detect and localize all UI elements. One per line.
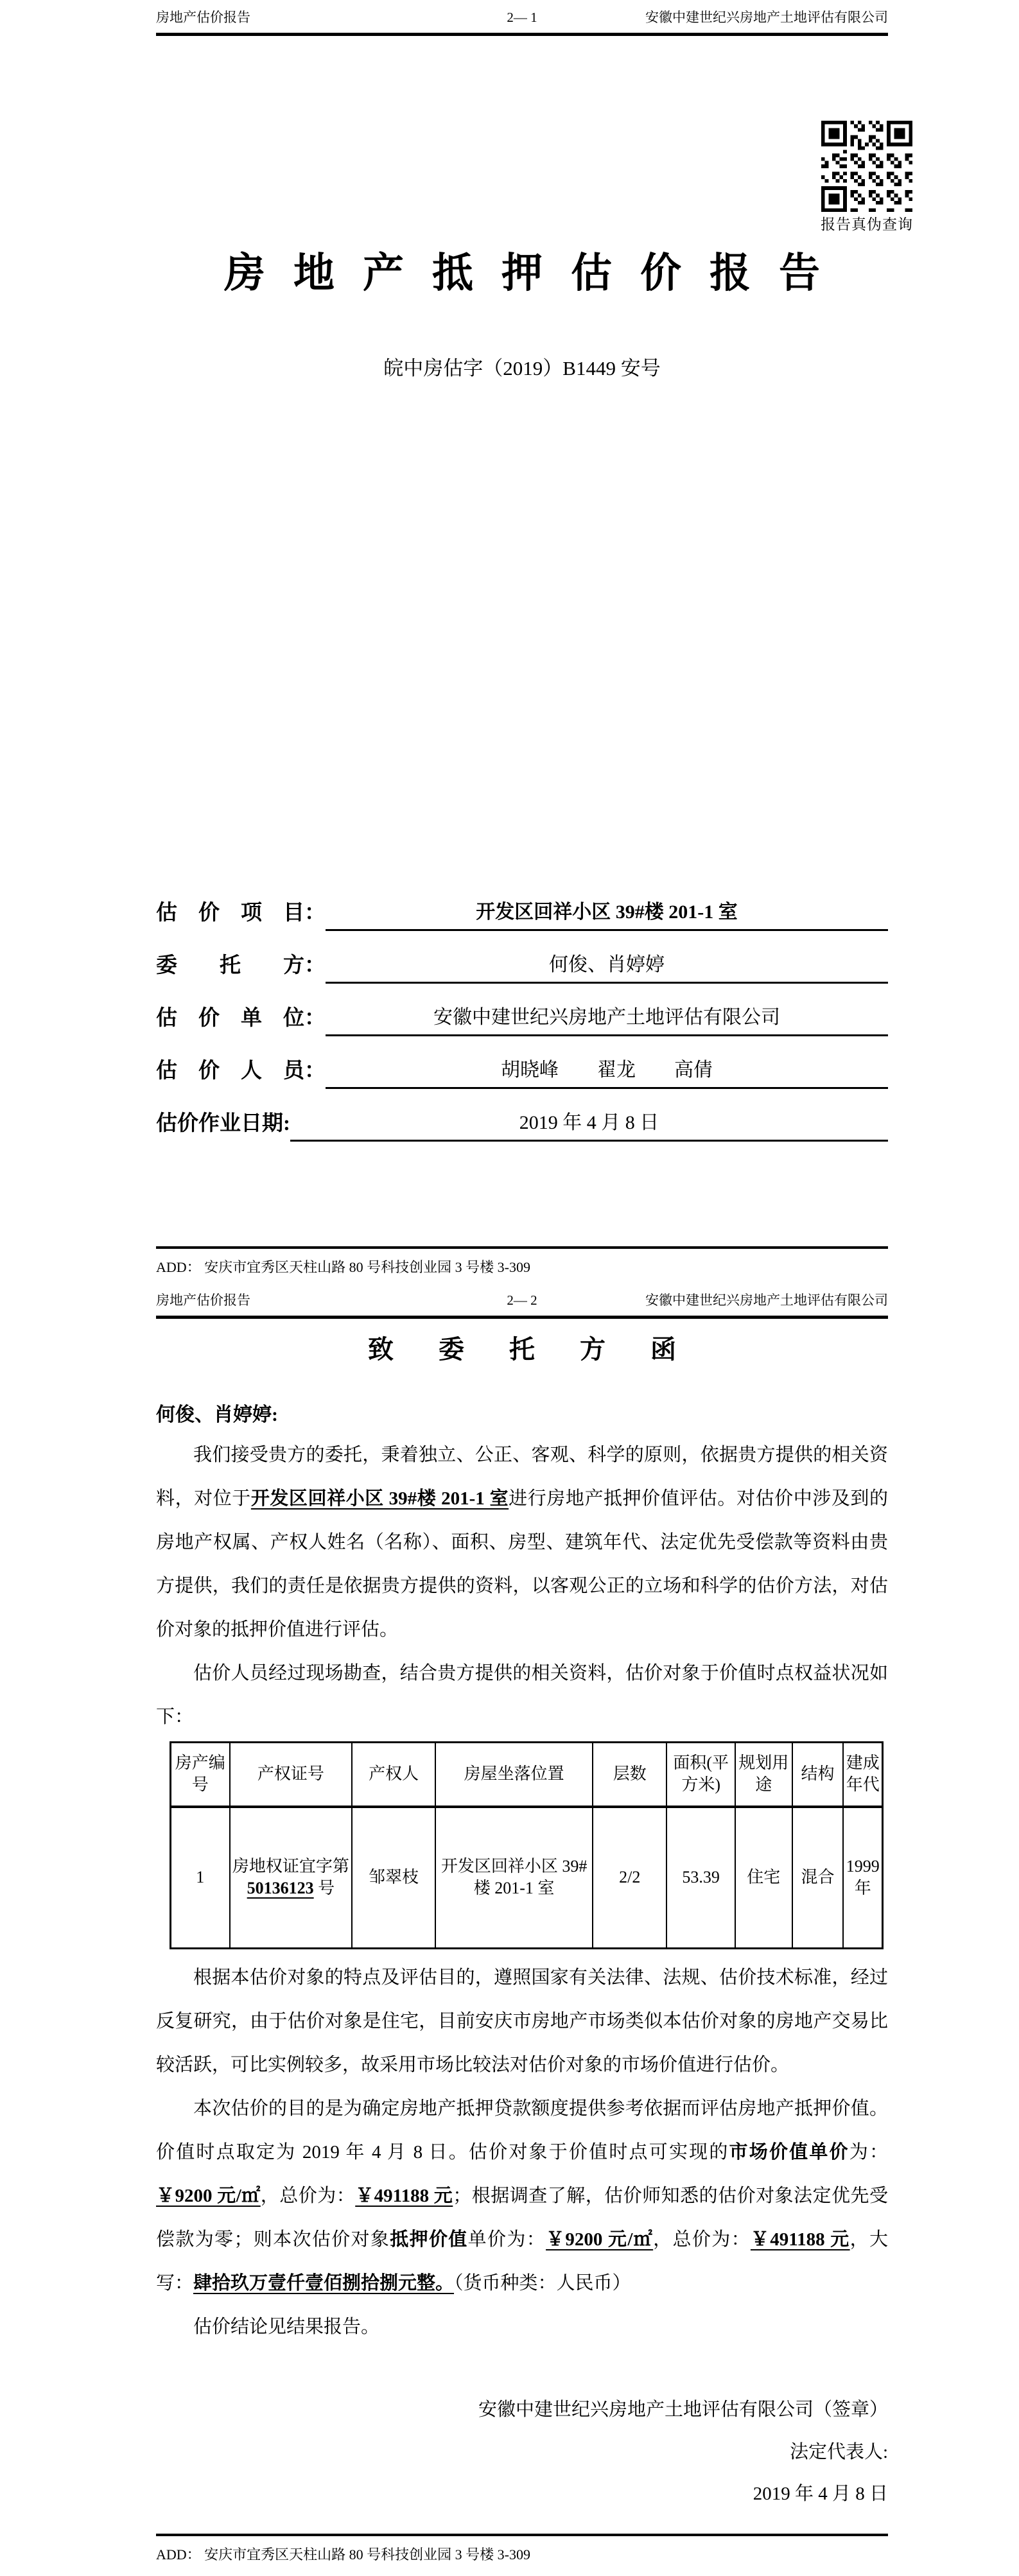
field-row-appraisal-firm xyxy=(156,984,888,1036)
col-header-location: 房屋坐落位置 xyxy=(435,1743,593,1807)
paragraph-conclusion: 估价结论见结果报告。 xyxy=(193,2317,380,2337)
paragraph-commission: 我们接受贵方的委托，秉着独立、公正、客观、科学的原则，依据贵方提供的相关资料，对位于开发区回祥小区 39#楼 201-1 室进行房地产抵押价值评估。对估价中涉及到的房地产权属、产权人姓名（名称）、面积、房型、建筑年代、法定优先受偿款等资料由贵方提供，我们的责任是依据贵方提供的资料，以客观公正的立场和科学的估价方法，对估价对象的抵押价值进行评估。 xyxy=(156,1445,888,1640)
table-row xyxy=(171,1807,883,1949)
cell-structure: 混合 xyxy=(792,1807,844,1949)
col-header-structure: 结构 xyxy=(792,1743,844,1807)
letter-title: 致 委 托 方 函 xyxy=(368,1335,695,1364)
signature-company: 安徽中建世纪兴房地产土地评估有限公司（签章） xyxy=(478,2399,888,2420)
col-header-year-built: 建成年代 xyxy=(843,1743,882,1807)
cell-owner: 邹翠枝 xyxy=(352,1807,435,1949)
signature-date: 2019 年 4 月 8 日 xyxy=(753,2484,888,2504)
field-value: 开发区回祥小区 39#楼 201-1 室 xyxy=(326,896,888,931)
report-number: 皖中房估字（2019）B1449 安号 xyxy=(383,357,661,379)
cover-fields xyxy=(156,878,888,1142)
field-value: 何俊、肖婷婷 xyxy=(326,948,888,984)
letter-body-top xyxy=(156,1433,888,1739)
col-header-cert-no: 产权证号 xyxy=(230,1743,353,1807)
qr-code xyxy=(821,121,912,212)
qr-block xyxy=(814,121,919,233)
field-value: 2019 年 4 月 8 日 xyxy=(290,1106,888,1142)
running-header-company: 安徽中建世纪兴房地产土地评估有限公司 xyxy=(645,10,888,25)
cell-year-built: 1999 年 xyxy=(843,1807,882,1949)
field-value: 安徽中建世纪兴房地产土地评估有限公司 xyxy=(326,1001,888,1036)
running-header-page-no: 2— 2 xyxy=(507,1292,537,1308)
paragraph-survey: 估价人员经过现场勘查，结合贵方提供的相关资料，估价对象于价值时点权益状况如下： xyxy=(156,1663,888,1727)
col-header-owner: 产权人 xyxy=(352,1743,435,1807)
page2-running-header xyxy=(156,1291,888,1319)
col-header-property-no: 房产编号 xyxy=(171,1743,230,1807)
field-row-appraisers xyxy=(156,1036,888,1089)
field-label: 估 价 人 员： xyxy=(156,1059,326,1083)
field-label: 估价作业日期: xyxy=(156,1112,290,1135)
cell-property-no: 1 xyxy=(171,1807,230,1949)
col-header-floors: 层数 xyxy=(593,1743,666,1807)
cell-cert-no: 房地权证宜字第 50136123 号 xyxy=(230,1807,353,1949)
field-value: 胡晓峰 翟龙 高倩 xyxy=(326,1054,888,1089)
letter-salutation: 何俊、肖婷婷: xyxy=(156,1404,278,1425)
cell-location: 开发区回祥小区 39#楼 201-1 室 xyxy=(435,1807,593,1949)
letter-body-bottom xyxy=(156,1956,888,2349)
field-row-client xyxy=(156,931,888,984)
paragraph-method: 根据本估价对象的特点及评估目的，遵照国家有关法律、法规、估价技术标准，经过反复研究，由于估价对象是住宅，目前安庆市房地产市场类似本估价对象的房地产交易比较活跃，可比实例较多，故采用市场比较法对估价对象的市场价值进行估价。 xyxy=(156,1967,888,2075)
page1-footer-address: ADD： 安庆市宜秀区天柱山路 80 号科技创业园 3 号楼 3-309 xyxy=(156,1246,888,1277)
running-header-title: 房地产估价报告 xyxy=(156,1292,250,1308)
running-header-title: 房地产估价报告 xyxy=(156,10,250,25)
qr-caption: 报告真伪查询 xyxy=(821,216,913,232)
field-label: 委 托 方： xyxy=(156,954,326,977)
cell-area: 53.39 xyxy=(666,1807,735,1949)
col-header-area: 面积(平方米) xyxy=(666,1743,735,1807)
property-table xyxy=(170,1741,884,1949)
running-header-company: 安徽中建世纪兴房地产土地评估有限公司 xyxy=(645,1292,888,1308)
running-header-page-no: 2— 1 xyxy=(507,10,537,25)
report-title: 房地产抵押估价报告 xyxy=(224,250,848,296)
signature-legal-rep: 法定代表人: xyxy=(789,2442,888,2462)
paragraph-valuation: 本次估价的目的是为确定房地产抵押贷款额度提供参考依据而评估房地产抵押价值。价值时点取定为 2019 年 4 月 8 日。估价对象于价值时点可实现的市场价值单价为：￥9200 元/㎡，总价为：￥491188 元；根据调查了解，估价师知悉的估价对象法定优先受偿款为零；则本次估价对象抵押价值单价为：￥9200 元/㎡，总价为：￥491188 元，大写：肆拾玖万壹仟壹佰捌拾捌元整。（货币种类：人民币） xyxy=(156,2098,888,2293)
field-label: 估 价 单 位： xyxy=(156,1007,326,1030)
cell-floors: 2/2 xyxy=(593,1807,666,1949)
field-label: 估 价 项 目： xyxy=(156,901,326,925)
page2-footer-address: ADD： 安庆市宜秀区天柱山路 80 号科技创业园 3 号楼 3-309 xyxy=(156,2534,888,2564)
field-row-project xyxy=(156,878,888,931)
col-header-planned-use: 规划用途 xyxy=(735,1743,792,1807)
cell-planned-use: 住宅 xyxy=(735,1807,792,1949)
field-row-date xyxy=(156,1089,888,1142)
table-header-row xyxy=(171,1743,883,1807)
page1-running-header xyxy=(156,8,888,36)
